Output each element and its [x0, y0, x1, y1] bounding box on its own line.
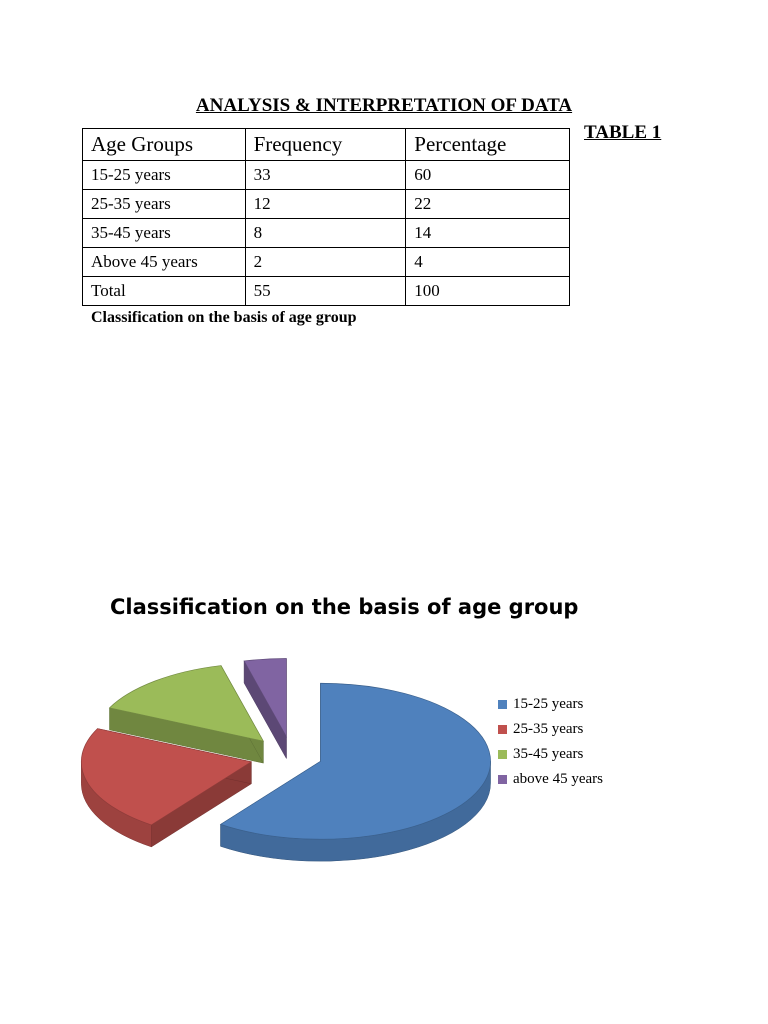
legend-item-35-45-years: [498, 742, 603, 767]
cell-percentage: 14: [406, 219, 570, 248]
header-age-groups: Age Groups: [83, 129, 246, 161]
cell-percentage: 4: [406, 248, 570, 277]
chart-title: Classification on the basis of age group: [110, 595, 579, 619]
legend-label: 15-25 years: [513, 696, 584, 712]
cell-percentage: 22: [406, 190, 570, 219]
legend-item-above-45-years: [498, 767, 603, 792]
cell-frequency: 2: [245, 248, 406, 277]
cell-age-group: 15-25 years: [83, 161, 246, 190]
cell-age-group: 35-45 years: [83, 219, 246, 248]
chart-legend: [498, 692, 603, 792]
table-label: TABLE 1: [584, 122, 662, 143]
table-caption: Classification on the basis of age group: [91, 309, 357, 326]
header-percentage: Percentage: [406, 129, 570, 161]
legend-item-25-35-years: [498, 717, 603, 742]
cell-percentage: 60: [406, 161, 570, 190]
legend-label: 35-45 years: [513, 746, 584, 762]
legend-swatch: [498, 725, 507, 734]
legend-label: 25-35 years: [513, 721, 584, 737]
cell-frequency: 12: [245, 190, 406, 219]
legend-swatch: [498, 750, 507, 759]
cell-age-group: 25-35 years: [83, 190, 246, 219]
cell-frequency: 8: [245, 219, 406, 248]
legend-item-15-25-years: [498, 692, 603, 717]
legend-swatch: [498, 775, 507, 784]
legend-swatch: [498, 700, 507, 709]
cell-frequency: 33: [245, 161, 406, 190]
cell-age-group: Above 45 years: [83, 248, 246, 277]
header-frequency: Frequency: [245, 129, 406, 161]
cell-frequency: 55: [245, 277, 406, 306]
page-heading: ANALYSIS & INTERPRETATION OF DATA: [195, 95, 573, 116]
legend-label: above 45 years: [513, 771, 603, 787]
cell-age-group: Total: [83, 277, 246, 306]
cell-percentage: 100: [406, 277, 570, 306]
